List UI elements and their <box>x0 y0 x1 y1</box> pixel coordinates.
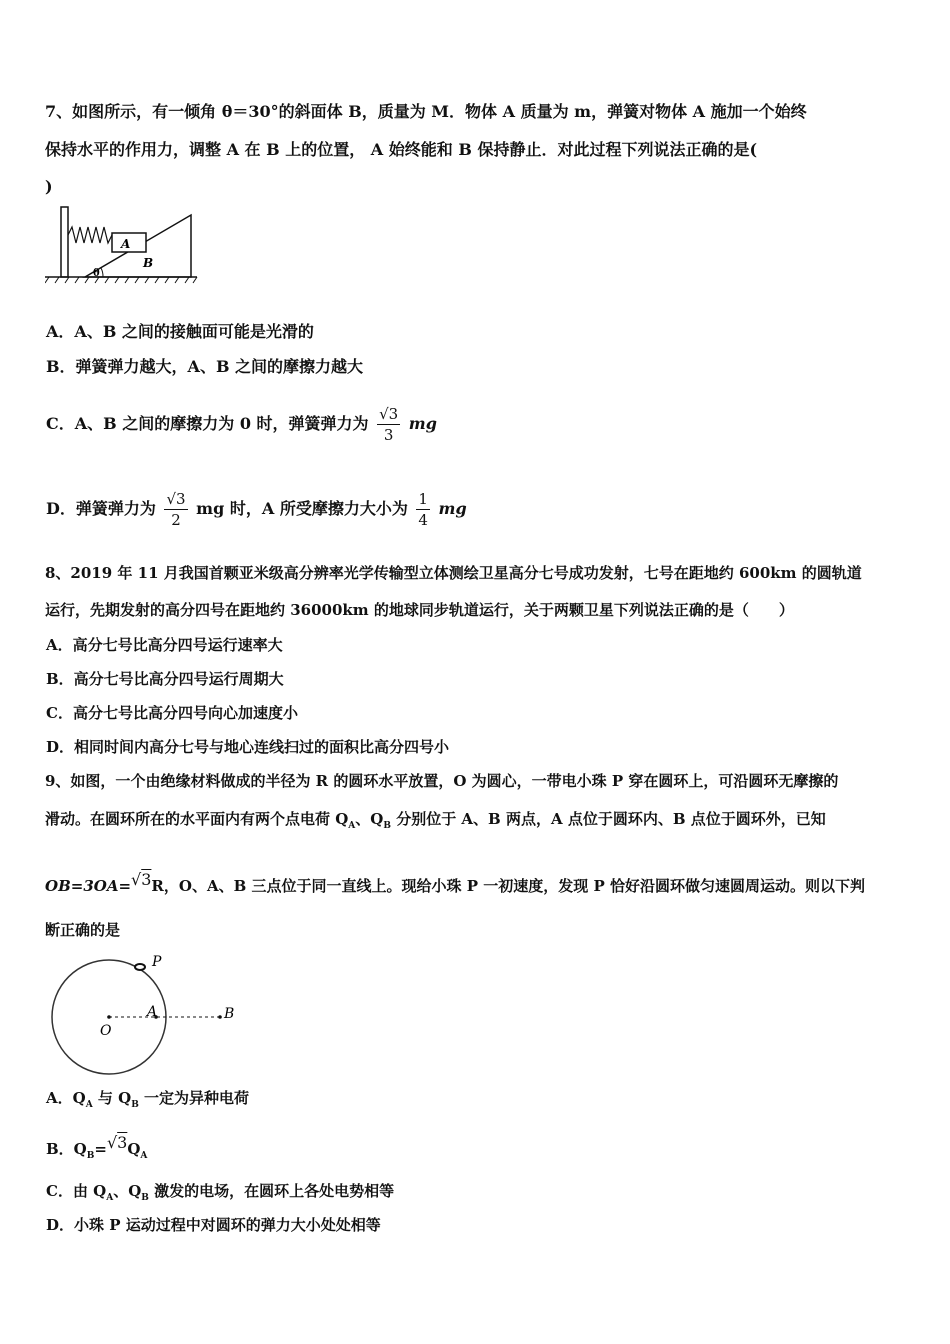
q9-stem-line3-part2: R，O、A、B 三点位于同一直线上。现给小珠 P 一初速度，发现 P 恰好沿圆环做匀速圆周运动。则以下判 <box>151 877 865 895</box>
q9-sub-a: A <box>348 821 356 831</box>
q9-option-a-part1: A．Q <box>46 1089 86 1107</box>
q7-fig-label-a: A <box>121 237 131 251</box>
q9-option-b-sqrt3: √3 <box>106 1133 128 1152</box>
q9-stem-line2-part3: 分别位于 A、B 两点，A 点位于圆环内、B 点位于圆环外，已知 <box>390 810 826 828</box>
q9-option-b-sub-b: B <box>86 1151 95 1161</box>
q7-option-d-fraction1 <box>164 489 187 530</box>
q7-option-d-numerator2: 1 <box>418 490 428 508</box>
q8-option-d: D．相同时间内高分七号与地心连线扫过的面积比高分四号小 <box>46 738 450 756</box>
q9-stem-line4: 断正确的是 <box>45 921 121 939</box>
q8-stem-line1: 8、2019 年 11 月我国首颗亚米级高分辨率光学传输型立体测绘卫星高分七号成功发射，七号在距地约 600km 的圆轨道 <box>45 564 862 582</box>
q9-option-c-part3: 激发的电场，在圆环上各处电势相等 <box>148 1182 395 1200</box>
q7-option-c-text: C．A、B 之间的摩擦力为 0 时，弹簧弹力为 <box>46 414 369 433</box>
q9-option-a-part3: 一定为异种电荷 <box>138 1089 250 1107</box>
q9-option-c-part2: 、Q <box>113 1182 142 1200</box>
q9-sqrt3-radicand: 3 <box>141 870 152 889</box>
ground-hatch-icon <box>45 277 197 283</box>
q7-option-d-tail: mg <box>438 499 467 518</box>
q7-option-c-fraction <box>377 404 400 445</box>
q7-fig-label-b: B <box>143 256 154 270</box>
q9-option-a-sub-a: A <box>85 1100 93 1110</box>
bead-p-icon <box>135 964 145 970</box>
q9-stem-line1: 9、如图，一个由绝缘材料做成的半径为 R 的圆环水平放置，O 为圆心，一带电小珠 P 穿在圆环上，可沿圆环无摩擦的 <box>45 772 839 790</box>
q9-option-a-sub-b: B <box>131 1100 139 1110</box>
q9-option-a-part2: 与 Q <box>92 1089 132 1107</box>
q9-stem-line3-part1: OB=3OA= <box>45 877 132 895</box>
q9-option-b-radicand: 3 <box>117 1133 128 1152</box>
q9-sub-b: B <box>383 821 391 831</box>
q7-option-c-numerator: √3 <box>379 405 399 423</box>
q9-fig-label-b: B <box>224 1006 235 1022</box>
q9-option-b-part1: B．Q <box>46 1140 87 1158</box>
q7-option-d-fraction2 <box>416 489 430 530</box>
q8-option-a: A．高分七号比高分四号运行速率大 <box>46 636 283 654</box>
q7-stem-line2: 保持水平的作用力，调整 A 在 B 上的位置， A 始终能和 B 保持静止．对此过程下列说法正确的是( <box>45 140 758 159</box>
q8-option-c: C．高分七号比高分四号向心加速度小 <box>46 704 298 722</box>
q9-option-b-sub-a: A <box>140 1151 148 1161</box>
q9-option-b-part2: = <box>94 1140 107 1158</box>
q7-figure-spring-wedge <box>45 205 205 287</box>
q9-option-c-sub-a: A <box>106 1193 114 1203</box>
q9-option-b-part3: Q <box>127 1140 141 1158</box>
q7-option-c-denominator: 3 <box>383 426 394 444</box>
spring-icon <box>68 227 112 243</box>
point-b-dot <box>218 1015 222 1019</box>
q9-fig-label-o: O <box>100 1023 112 1039</box>
q7-option-b: B．弹簧弹力越大，A、B 之间的摩擦力越大 <box>46 357 364 376</box>
q9-stem-line2-part2: 、Q <box>355 810 384 828</box>
q9-option-b <box>46 1125 147 1174</box>
q9-stem-line3 <box>45 862 865 904</box>
q7-option-d-numerator1: √3 <box>166 490 186 508</box>
q9-option-d: D．小珠 P 运动过程中对圆环的弹力大小处处相等 <box>46 1216 381 1234</box>
q9-option-a <box>46 1088 249 1115</box>
q9-fig-label-p: P <box>152 955 162 970</box>
q7-fig-label-theta: θ <box>93 268 100 279</box>
q7-stem-line3: ) <box>45 177 53 196</box>
q9-option-c-part1: C．由 Q <box>46 1182 107 1200</box>
q7-stem-line1: 7、如图所示，有一倾角 θ＝30°的斜面体 B，质量为 M．物体 A 质量为 m，弹簧对物体 A 施加一个始终 <box>45 102 807 121</box>
q7-option-d-denominator2: 4 <box>418 511 428 529</box>
q7-option-d-text: D．弹簧弹力为 <box>46 499 156 518</box>
q9-stem-line2-part1: 滑动。在圆环所在的水平面内有两个点电荷 Q <box>45 810 349 828</box>
q9-figure-ring <box>45 955 245 1075</box>
q8-option-b: B．高分七号比高分四号运行周期大 <box>46 670 284 688</box>
q9-option-c-sub-b: B <box>141 1193 149 1203</box>
wall-icon <box>61 207 68 277</box>
q7-option-a: A．A、B 之间的接触面可能是光滑的 <box>46 322 314 341</box>
q9-option-c <box>46 1181 394 1208</box>
q7-option-d-denominator1: 2 <box>171 511 181 529</box>
q8-stem-line2: 运行，先期发射的高分四号在距地约 36000km 的地球同步轨道运行，关于两颗卫星下列说法正确的是（ ） <box>45 601 794 619</box>
q7-option-d <box>46 481 467 537</box>
q7-option-c-tail: mg <box>408 414 437 433</box>
q9-fig-label-a: A <box>147 1004 158 1020</box>
q7-option-d-mid: mg 时，A 所受摩擦力大小为 <box>196 499 408 518</box>
q9-stem-line2 <box>45 809 826 836</box>
q7-option-c <box>46 396 437 452</box>
center-o-dot <box>107 1015 111 1019</box>
q9-sqrt3: √3 <box>131 870 152 889</box>
